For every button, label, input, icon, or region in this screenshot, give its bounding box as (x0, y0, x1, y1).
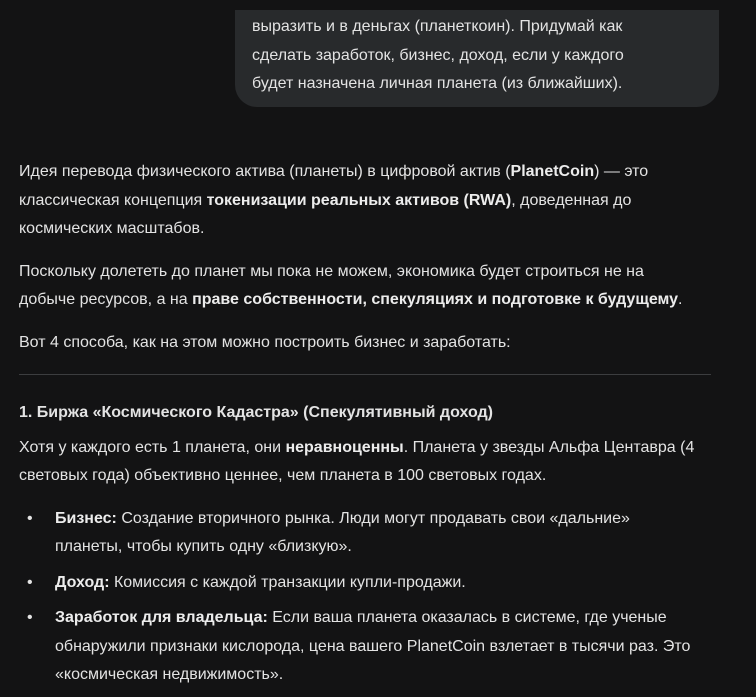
list-item (19, 505, 719, 562)
text: . (678, 291, 683, 308)
bullet-label: Бизнес: (55, 509, 117, 527)
list-item (19, 569, 719, 598)
bullet-icon: • (27, 609, 33, 626)
text: обнаружили признаки кислорода, цена вашего PlanetCoin взлетает в тысячи раз. Это (55, 637, 691, 655)
list-item (19, 604, 719, 690)
response-paragraph-3: Вот 4 способа, как на этом можно построить бизнес и заработать: (19, 333, 511, 351)
text: Если ваша планета оказалась в системе, где ученые (267, 609, 667, 626)
bullet-icon: • (27, 509, 33, 527)
text: Создание вторичного рынка. Люди могут продавать свои «дальние» (116, 509, 630, 527)
bold-text: PlanetCoin (510, 163, 595, 180)
bold-text: токенизации реальных активов (RWA) (206, 191, 512, 209)
text: Поскольку долететь до планет мы пока не можем, экономика будет строиться не на (19, 262, 644, 280)
user-message-line: выразить и в деньгах (планеткоин). Придумай как (252, 18, 623, 35)
bullet-list (19, 505, 719, 690)
response-paragraph-1 (19, 158, 719, 244)
text: добыче ресурсов, а на (19, 291, 193, 308)
divider (19, 374, 711, 375)
text: ) — это (594, 163, 649, 180)
text: . Планета у звезды Альфа Центавра (4 (403, 438, 695, 456)
section-heading: 1. Биржа «Космического Кадастра» (Спекулятивный доход) (19, 404, 493, 421)
bullet-icon: • (27, 573, 33, 591)
bold-text: неравноценны (285, 438, 404, 456)
text: «космическая недвижимость». (55, 666, 284, 683)
user-message-line: будет назначена личная планета (из ближайших). (252, 75, 623, 92)
user-message-bubble (235, 10, 719, 107)
assistant-response (19, 158, 719, 697)
bullet-label: Доход: (55, 573, 110, 591)
bold-text: праве собственности, спекуляциях и подготовке к будущему (192, 291, 679, 308)
text: Комиссия с каждой транзакции купли-продажи. (109, 573, 466, 591)
text: световых года) объективно ценнее, чем планета в 100 световых годах. (19, 467, 547, 484)
response-paragraph-2 (19, 258, 719, 315)
text: планеты, чтобы купить одну «близкую». (55, 538, 352, 555)
text: , доведенная до (511, 191, 632, 209)
user-message-line: сделать заработок, бизнес, доход, если у каждого (252, 46, 624, 64)
section-intro (19, 434, 719, 491)
bullet-label: Заработок для владельца: (55, 609, 268, 626)
text: Идея перевода физического актива (планеты) в цифровой актив ( (19, 163, 511, 180)
text: классическая концепция (19, 191, 207, 209)
text: космических масштабов. (19, 220, 205, 237)
text: Хотя у каждого есть 1 планета, они (19, 438, 286, 456)
